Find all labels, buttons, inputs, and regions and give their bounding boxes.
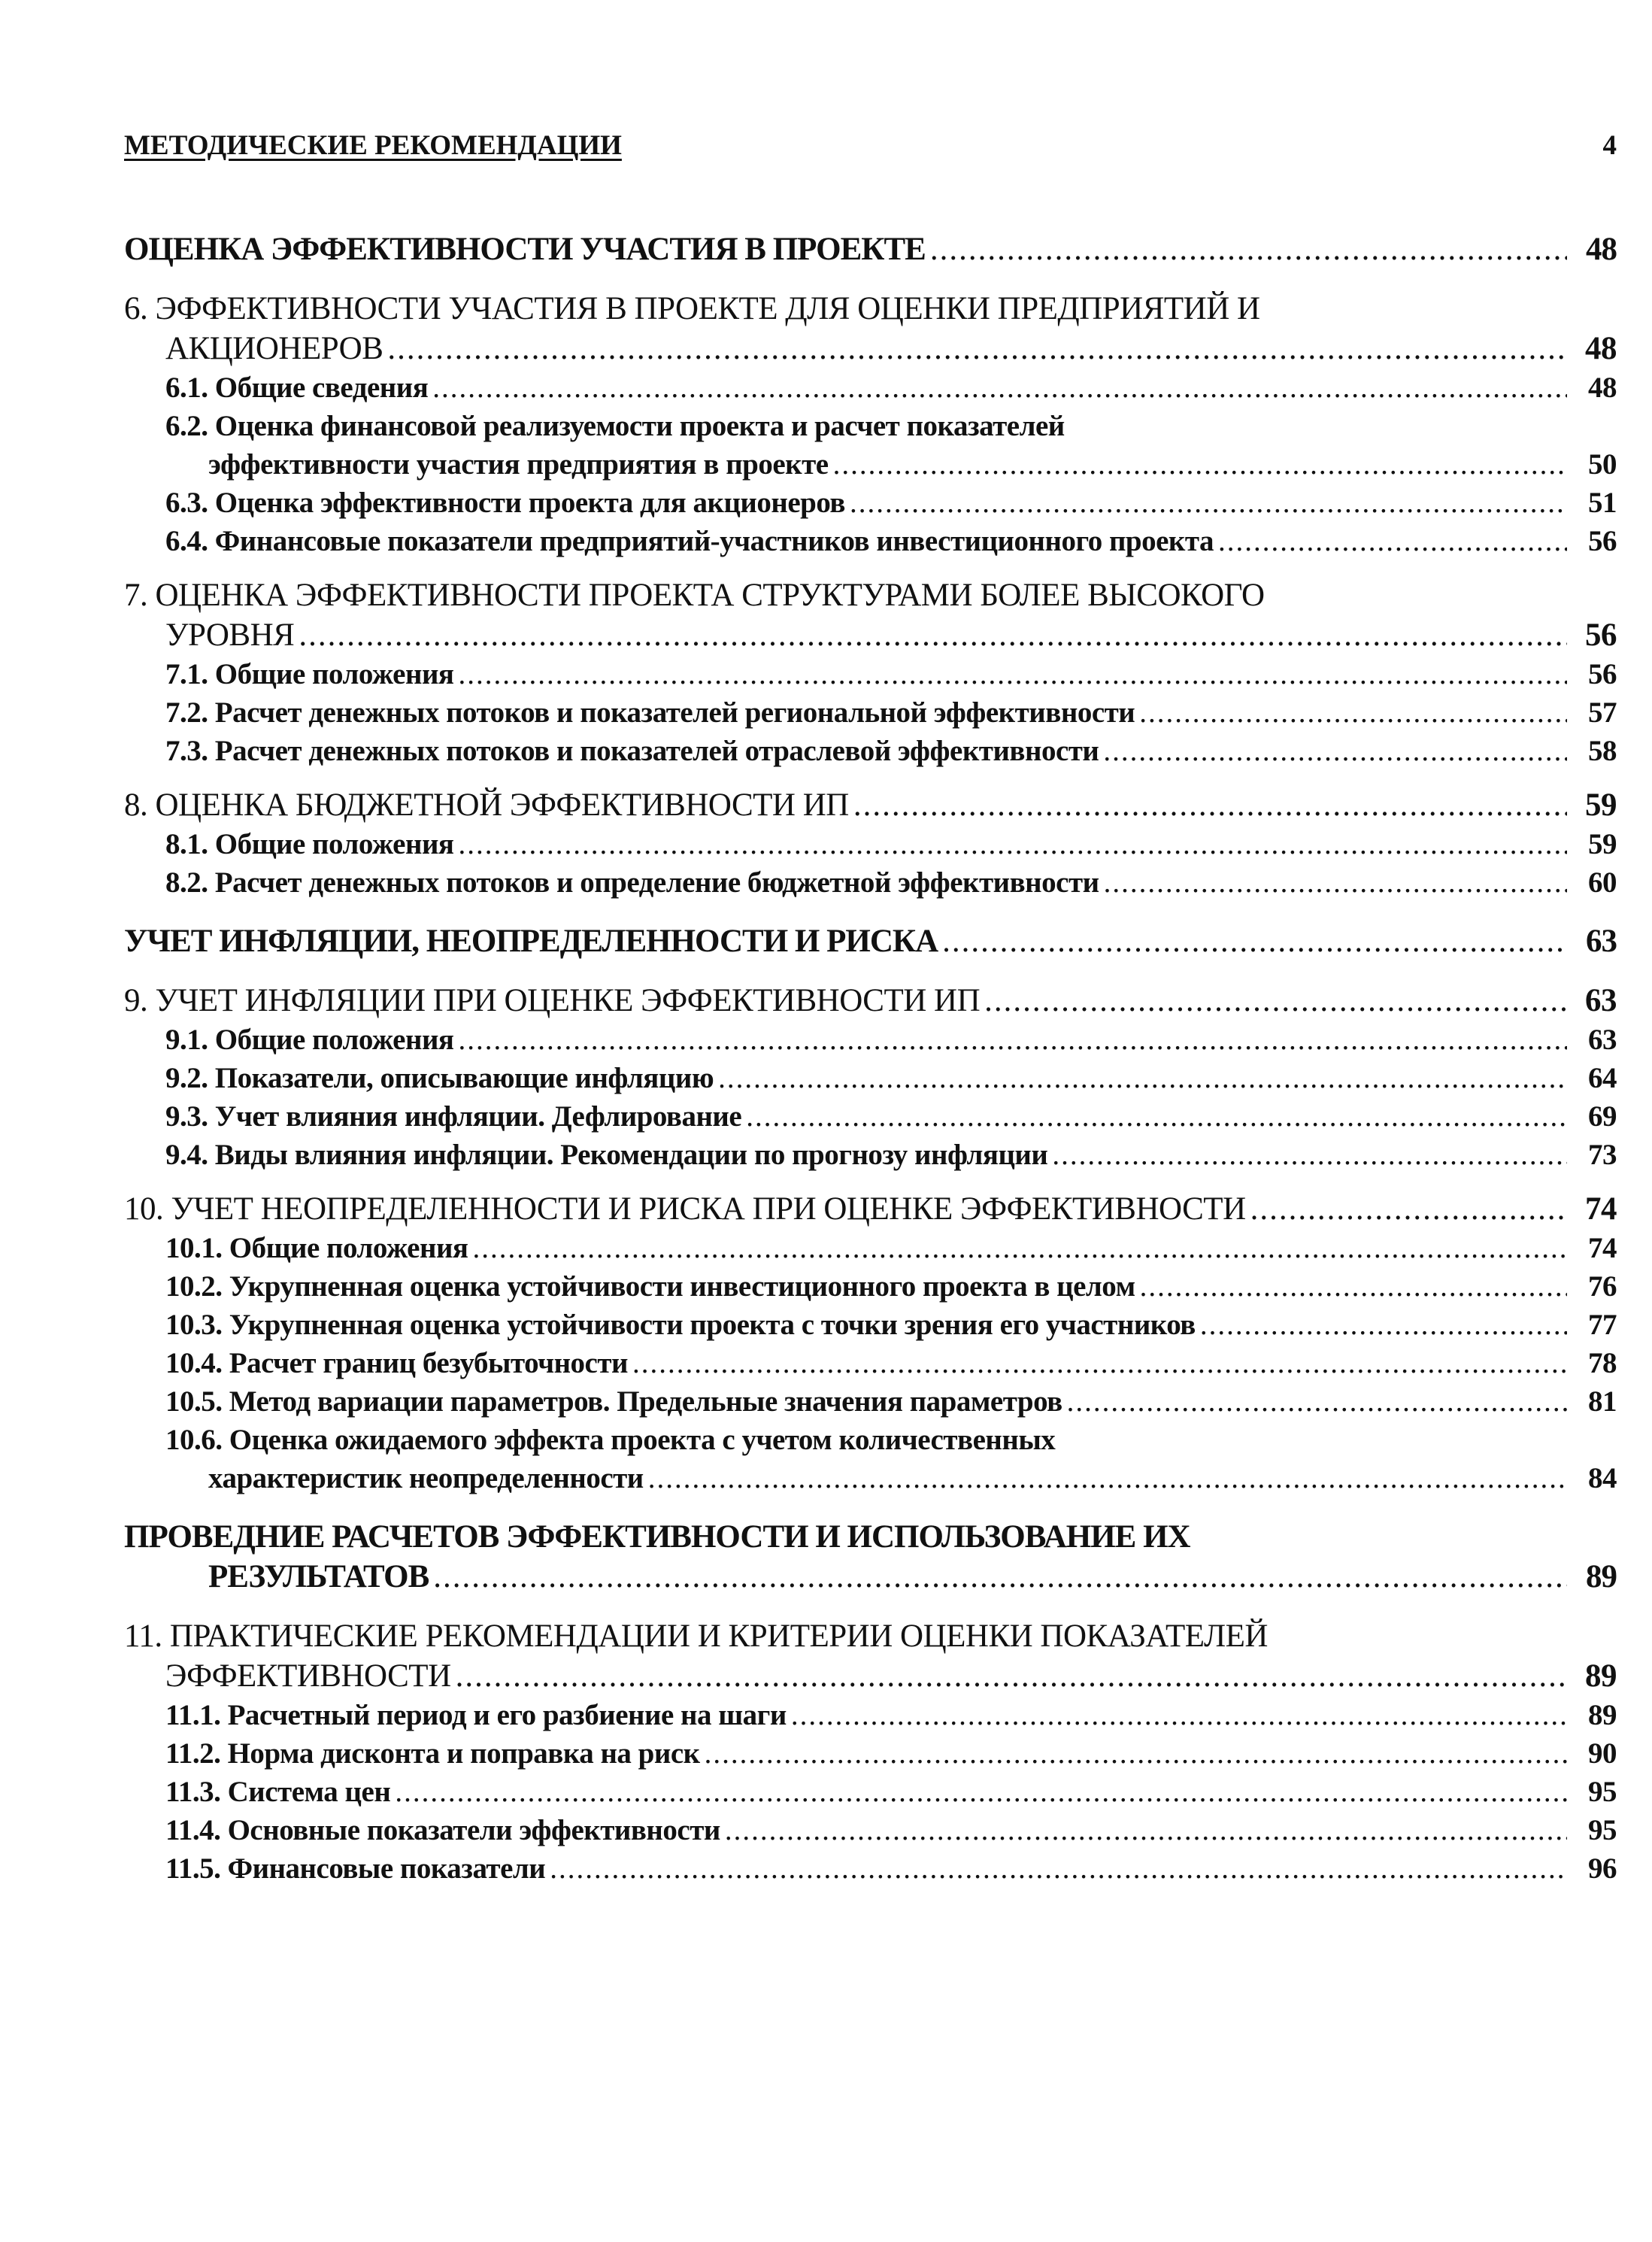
toc-entry-title: 8.1. Общие положения [165, 828, 454, 860]
page-header [124, 129, 1617, 162]
toc-entry-page: 89 [1585, 1658, 1617, 1694]
toc-item-6-4[interactable] [124, 522, 1617, 560]
toc-entry-title: 9. УЧЕТ ИНФЛЯЦИИ ПРИ ОЦЕНКЕ ЭФФЕКТИВНОСТИ ИП [124, 983, 981, 1018]
toc-entry-page: 56 [1588, 658, 1617, 690]
dot-leader [1218, 522, 1567, 560]
table-of-contents [124, 229, 1617, 1888]
toc-entry-title-line1: ПРОВЕДНИЕ РАСЧЕТОВ ЭФФЕКТИВНОСТИ И ИСПОЛЬЗОВАНИЕ ИХ [124, 1519, 1190, 1555]
toc-entry-page: 90 [1588, 1737, 1617, 1770]
toc-entry-page: 60 [1588, 866, 1617, 899]
toc-entry-page: 74 [1588, 1232, 1617, 1264]
dot-leader [1139, 693, 1567, 732]
toc-entry-title: 9.4. Виды влияния инфляции. Рекомендации по прогнозу инфляции [165, 1139, 1048, 1171]
toc-entry-page: 76 [1588, 1270, 1617, 1303]
toc-item-10-5[interactable] [124, 1382, 1617, 1421]
dot-leader [1140, 1267, 1567, 1306]
toc-entry-page: 56 [1585, 617, 1617, 653]
toc-item-6-2[interactable] [124, 407, 1617, 484]
toc-entry-page: 77 [1588, 1309, 1617, 1341]
toc-entry-title-line2: характеристик неопределенности [208, 1462, 644, 1494]
toc-item-10-2[interactable] [124, 1267, 1617, 1306]
dot-leader [473, 1229, 1567, 1267]
toc-entry-page: 73 [1588, 1139, 1617, 1171]
toc-entry-page: 69 [1588, 1100, 1617, 1133]
toc-entry-page: 59 [1585, 787, 1617, 823]
toc-section-inflation[interactable] [124, 921, 1617, 961]
toc-entry-page: 96 [1588, 1852, 1617, 1885]
toc-item-9-1[interactable] [124, 1021, 1617, 1059]
toc-entry-title: 11.2. Норма дисконта и поправка на риск [165, 1737, 700, 1770]
toc-entry-page: 59 [1588, 828, 1617, 860]
toc-item-11-3[interactable] [124, 1773, 1617, 1811]
toc-entry-page: 95 [1588, 1776, 1617, 1808]
toc-entry-title: 11.1. Расчетный период и его разбиение на шаги [165, 1699, 787, 1731]
toc-entry-title: 9.3. Учет влияния инфляции. Дефлирование [165, 1100, 742, 1133]
toc-entry-title: 10. УЧЕТ НЕОПРЕДЕЛЕННОСТИ И РИСКА ПРИ ОЦЕНКЕ ЭФФЕКТИВНОСТИ [124, 1191, 1246, 1227]
dot-leader [550, 1849, 1567, 1888]
dot-leader [718, 1059, 1567, 1097]
toc-entry-page: 63 [1588, 1024, 1617, 1056]
toc-chapter-8[interactable] [124, 785, 1617, 825]
toc-entry-title-line1: 7. ОЦЕНКА ЭФФЕКТИВНОСТИ ПРОЕКТА СТРУКТУРАМИ БОЛЕЕ ВЫСОКОГО [124, 578, 1265, 613]
toc-entry-page: 84 [1588, 1462, 1617, 1494]
toc-item-7-3[interactable] [124, 732, 1617, 770]
toc-entry-title-line2: АКЦИОНЕРОВ [165, 331, 383, 366]
toc-entry-title: 6.4. Финансовые показатели предприятий-участников инвестиционного проекта [165, 525, 1214, 557]
dot-leader [791, 1696, 1567, 1734]
dot-leader [1200, 1306, 1567, 1344]
toc-entry-title: 10.2. Укрупненная оценка устойчивости инвестиционного проекта в целом [165, 1270, 1135, 1303]
toc-item-8-1[interactable] [124, 825, 1617, 863]
toc-item-11-4[interactable] [124, 1811, 1617, 1849]
toc-entry-page: 58 [1588, 735, 1617, 767]
dot-leader [1103, 732, 1567, 770]
toc-item-7-1[interactable] [124, 655, 1617, 693]
toc-item-10-6[interactable] [124, 1421, 1617, 1497]
toc-entry-page: 56 [1588, 525, 1617, 557]
toc-entry-page: 51 [1588, 487, 1617, 519]
toc-entry-title-line1: 11. ПРАКТИЧЕСКИЕ РЕКОМЕНДАЦИИ И КРИТЕРИИ ОЦЕНКИ ПОКАЗАТЕЛЕЙ [124, 1619, 1268, 1654]
dot-leader [459, 825, 1567, 863]
toc-entry-title: 10.1. Общие положения [165, 1232, 468, 1264]
dot-leader [632, 1344, 1567, 1382]
dot-leader [942, 921, 1567, 961]
dot-leader [1052, 1136, 1567, 1174]
toc-entry-page: 74 [1585, 1191, 1617, 1227]
dot-leader [648, 1459, 1567, 1497]
toc-entry-title: 10.4. Расчет границ безубыточности [165, 1347, 628, 1379]
toc-item-8-2[interactable] [124, 863, 1617, 902]
dot-leader [705, 1734, 1567, 1773]
toc-entry-title-line1: 6. ЭФФЕКТИВНОСТИ УЧАСТИЯ В ПРОЕКТЕ ДЛЯ ОЦЕНКИ ПРЕДПРИЯТИЙ И [124, 291, 1260, 326]
toc-section-calculations[interactable] [124, 1517, 1617, 1597]
toc-entry-title: УЧЕТ ИНФЛЯЦИИ, НЕОПРЕДЕЛЕННОСТИ И РИСКА [124, 924, 938, 959]
toc-entry-title: 6.1. Общие сведения [165, 372, 429, 404]
toc-entry-title-line2: ЭФФЕКТИВНОСТИ [165, 1658, 451, 1694]
toc-entry-page: 48 [1588, 372, 1617, 404]
dot-leader [299, 615, 1567, 655]
toc-chapter-11[interactable] [124, 1616, 1617, 1696]
dot-leader [1067, 1382, 1567, 1421]
toc-entry-title: 11.4. Основные показатели эффективности [165, 1814, 720, 1846]
dot-leader [930, 229, 1567, 269]
toc-entry-title-line1: 10.6. Оценка ожидаемого эффекта проекта с учетом количественных [165, 1424, 1056, 1456]
toc-entry-title: 6.3. Оценка эффективности проекта для акционеров [165, 487, 845, 519]
toc-item-6-1[interactable] [124, 369, 1617, 407]
toc-item-11-5[interactable] [124, 1849, 1617, 1888]
toc-entry-title: 8. ОЦЕНКА БЮДЖЕТНОЙ ЭФФЕКТИВНОСТИ ИП [124, 787, 849, 823]
toc-item-7-2[interactable] [124, 693, 1617, 732]
dot-leader [833, 445, 1567, 484]
toc-item-11-1[interactable] [124, 1696, 1617, 1734]
running-title: МЕТОДИЧЕСКИЕ РЕКОМЕНДАЦИИ [124, 130, 622, 161]
toc-chapter-9[interactable] [124, 981, 1617, 1021]
toc-item-10-3[interactable] [124, 1306, 1617, 1344]
toc-entry-page: 78 [1588, 1347, 1617, 1379]
dot-leader [432, 369, 1567, 407]
toc-entry-title: 7.3. Расчет денежных потоков и показателей отраслевой эффективности [165, 735, 1099, 767]
dot-leader [459, 655, 1567, 693]
dot-leader [459, 1021, 1567, 1059]
toc-entry-title: 7.1. Общие положения [165, 658, 454, 690]
toc-item-9-4[interactable] [124, 1136, 1617, 1174]
toc-item-10-1[interactable] [124, 1229, 1617, 1267]
toc-entry-title: 9.1. Общие положения [165, 1024, 454, 1056]
dot-leader [725, 1811, 1567, 1849]
toc-entry-title: 10.3. Укрупненная оценка устойчивости проекта с точки зрения его участников [165, 1309, 1196, 1341]
toc-section-participation[interactable] [124, 229, 1617, 269]
toc-entry-title: 10.5. Метод вариации параметров. Предельные значения параметров [165, 1385, 1062, 1418]
dot-leader [433, 1557, 1567, 1597]
dot-leader [984, 981, 1567, 1021]
dot-leader [1250, 1189, 1567, 1229]
toc-entry-page: 63 [1586, 924, 1617, 959]
toc-entry-title: 7.2. Расчет денежных потоков и показателей региональной эффективности [165, 696, 1135, 729]
toc-entry-title: 9.2. Показатели, описывающие инфляцию [165, 1062, 714, 1094]
toc-item-10-4[interactable] [124, 1344, 1617, 1382]
toc-chapter-6[interactable] [124, 289, 1617, 369]
toc-entry-page: 95 [1588, 1814, 1617, 1846]
toc-entry-page: 57 [1588, 696, 1617, 729]
toc-entry-page: 48 [1586, 232, 1617, 267]
toc-entry-title: 11.5. Финансовые показатели [165, 1852, 546, 1885]
toc-entry-title: 8.2. Расчет денежных потоков и определение бюджетной эффективности [165, 866, 1099, 899]
toc-entry-title-line2: РЕЗУЛЬТАТОВ [208, 1559, 429, 1594]
toc-entry-title: ОЦЕНКА ЭФФЕКТИВНОСТИ УЧАСТИЯ В ПРОЕКТЕ [124, 232, 926, 267]
dot-leader [456, 1656, 1567, 1696]
page-number: 4 [1602, 130, 1617, 161]
toc-entry-page: 64 [1588, 1062, 1617, 1094]
toc-entry-page: 50 [1588, 448, 1617, 481]
dot-leader [387, 329, 1567, 369]
toc-entry-title-line1: 6.2. Оценка финансовой реализуемости проекта и расчет показателей [165, 410, 1065, 442]
toc-entry-title-line2: УРОВНЯ [165, 617, 295, 653]
toc-entry-title: 11.3. Система цен [165, 1776, 391, 1808]
toc-entry-page: 48 [1585, 331, 1617, 366]
dot-leader [395, 1773, 1567, 1811]
toc-chapter-7[interactable] [124, 575, 1617, 655]
toc-item-9-2[interactable] [124, 1059, 1617, 1097]
toc-item-6-3[interactable] [124, 484, 1617, 522]
toc-item-11-2[interactable] [124, 1734, 1617, 1773]
toc-item-9-3[interactable] [124, 1097, 1617, 1136]
toc-entry-page: 89 [1588, 1699, 1617, 1731]
dot-leader [746, 1097, 1567, 1136]
toc-entry-page: 81 [1588, 1385, 1617, 1418]
dot-leader [1104, 863, 1567, 902]
dot-leader [850, 484, 1567, 522]
toc-chapter-10[interactable] [124, 1189, 1617, 1229]
toc-entry-page: 89 [1586, 1559, 1617, 1594]
toc-entry-page: 63 [1585, 983, 1617, 1018]
dot-leader [853, 785, 1567, 825]
toc-entry-title-line2: эффективности участия предприятия в проекте [208, 448, 829, 481]
